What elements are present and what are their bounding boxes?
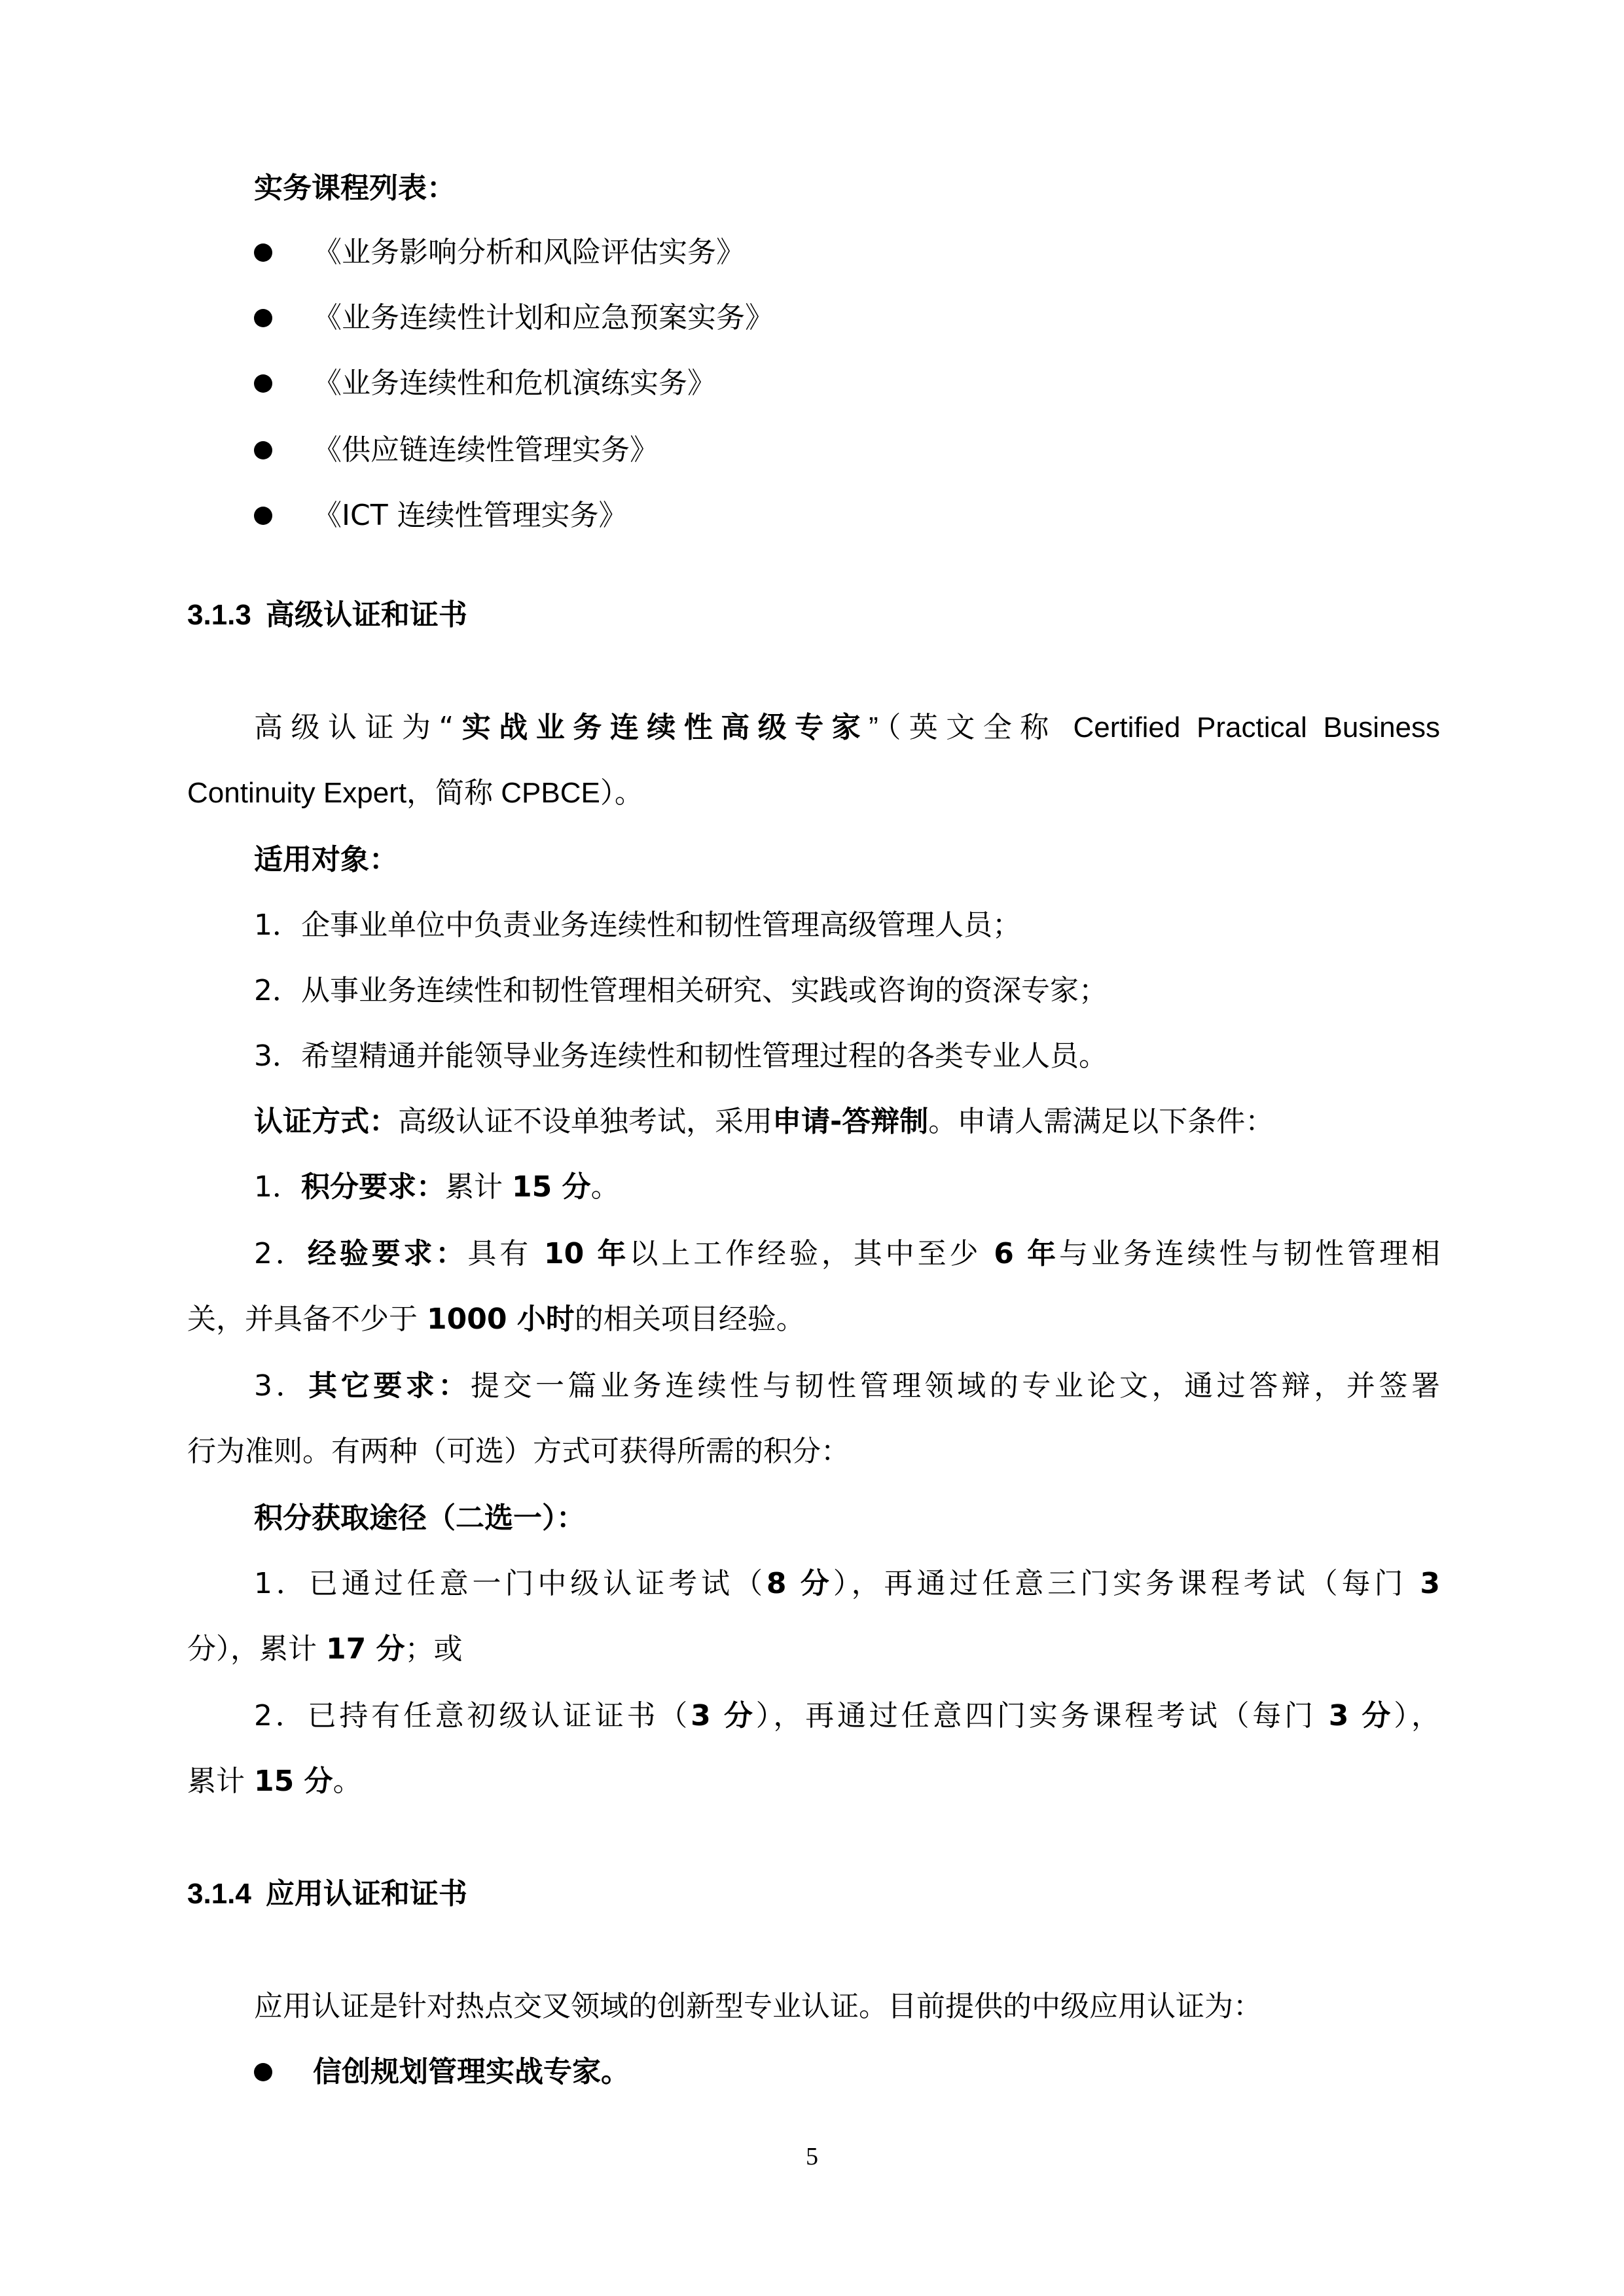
bold-run: 15 分: [254, 1765, 333, 1798]
text-run: 以上工作经验，其中至少: [629, 1237, 994, 1270]
bold-run: 3: [1420, 1567, 1440, 1600]
course-list-item: 《业务连续性计划和应急预案实务》: [313, 301, 774, 334]
requirement-experience-line-2: [187, 1300, 805, 1339]
course-list-item: 《供应链连续性管理实务》: [313, 433, 659, 467]
text-run: ；或: [405, 1632, 463, 1666]
text-run: 提交一篇业务连续性与韧性管理领域的专业论文，通过答辩，并签署: [470, 1369, 1440, 1403]
audience-item: 3．希望精通并能领导业务连续性和韧性管理过程的各类专业人员。: [254, 1039, 1108, 1073]
bullet-dot: [254, 507, 272, 525]
bold-run: 1000 小时: [427, 1302, 575, 1336]
audience-item: 1．企事业单位中负责业务连续性和韧性管理高级管理人员；: [254, 908, 1021, 942]
text-run: 。申请人需满足以下条件：: [928, 1105, 1274, 1138]
bullet-dot: [254, 309, 272, 327]
requirement-other-line-2: 行为准则。有两种（可选）方式可获得所需的积分：: [187, 1435, 850, 1468]
course-list-item: 《ICT 连续性管理实务》: [313, 499, 628, 532]
credit-way-1-line-2: [187, 1630, 463, 1669]
requirement-label: 其它要求：: [308, 1369, 471, 1403]
bullet-dot: [254, 441, 272, 459]
item-number: 2．: [254, 1237, 308, 1270]
text-run: 分），累计: [187, 1632, 326, 1666]
bullet-dot: [254, 243, 272, 262]
section-heading-3-1-4: [187, 1874, 467, 1914]
section-number: 3.1.4: [187, 1878, 251, 1910]
section-title: 应用认证和证书: [265, 1877, 467, 1910]
section-title: 高级认证和证书: [265, 598, 467, 632]
text-run: 与业务连续性与韧性管理相: [1059, 1237, 1440, 1270]
requirement-credits: [254, 1168, 620, 1207]
bold-run: 3 分: [1328, 1699, 1394, 1732]
bold-run: 3 分: [691, 1699, 756, 1732]
text-run: ），再通过任意三门实务课程考试（每门: [833, 1567, 1420, 1600]
page-number: 5: [806, 2143, 818, 2170]
bullet-dot: [254, 2063, 272, 2081]
certification-method: [254, 1102, 1274, 1141]
text-run: 高级认证不设单独考试，采用: [398, 1105, 772, 1138]
audience-item: 2．从事业务连续性和韧性管理相关研究、实践或咨询的资深专家；: [254, 974, 1108, 1007]
text-run: 2．已持有任意初级认证证书（: [254, 1699, 691, 1732]
requirement-label: 经验要求：: [307, 1237, 468, 1270]
bold-run: 实战业务连续性高级专家: [454, 711, 869, 744]
intro-paragraph-line-2: Continuity Expert，简称 CPBCE）。: [187, 777, 643, 809]
course-list-item: 《业务连续性和危机演练实务》: [313, 367, 716, 400]
application-cert-intro: 应用认证是针对热点交叉领域的创新型专业认证。目前提供的中级应用认证为：: [254, 1990, 1262, 2023]
bold-run: 申请-答辩制: [772, 1105, 929, 1138]
text-run: 累计: [187, 1765, 254, 1798]
bullet-dot: [254, 374, 272, 393]
text-run: 。: [333, 1765, 362, 1798]
bold-run: 6 年: [994, 1237, 1060, 1270]
requirement-label: 积分要求：: [301, 1170, 445, 1204]
section-number: 3.1.3: [187, 599, 251, 631]
intro-paragraph-line-1: [254, 708, 1440, 747]
requirement-other-line-1: [254, 1367, 1440, 1406]
bold-run: 15 分: [512, 1170, 591, 1204]
text-run: 。: [590, 1170, 620, 1204]
credit-ways-title: 积分获取途径（二选一）：: [254, 1501, 585, 1535]
text-run: 高级认证为“: [254, 711, 454, 744]
requirement-experience-line-1: [254, 1234, 1440, 1274]
section-heading-3-1-3: [187, 596, 467, 635]
text-run: 关，并具备不少于: [187, 1302, 427, 1336]
course-list-item: 《业务影响分析和风险评估实务》: [313, 236, 745, 269]
bold-run: 8 分: [766, 1567, 833, 1600]
credit-way-1-line-1: [254, 1564, 1440, 1604]
application-cert-item: 信创规划管理实战专家。: [313, 2055, 630, 2089]
text-run: ），: [1394, 1699, 1440, 1732]
audience-title: 适用对象：: [254, 843, 398, 876]
text-run: ），再通过任意四门实务课程考试（每门: [755, 1699, 1329, 1732]
text-run: 具有: [467, 1237, 545, 1270]
credit-way-2-line-1: [254, 1696, 1440, 1736]
credit-way-2-line-2: [187, 1762, 362, 1801]
text-run: 1．已通过任意一门中级认证考试（: [254, 1567, 767, 1600]
course-list-title: 实务课程列表：: [254, 171, 456, 205]
text-run: ”（英文全称 Certified Practical Business: [869, 711, 1440, 744]
item-number: 3．: [254, 1369, 309, 1403]
bold-run: 17 分: [326, 1632, 405, 1666]
bold-run: 10 年: [544, 1237, 630, 1270]
text-run: 累计: [445, 1170, 512, 1204]
method-label: 认证方式：: [254, 1105, 398, 1138]
item-number: 1．: [254, 1170, 301, 1204]
text-run: 的相关项目经验。: [574, 1302, 805, 1336]
